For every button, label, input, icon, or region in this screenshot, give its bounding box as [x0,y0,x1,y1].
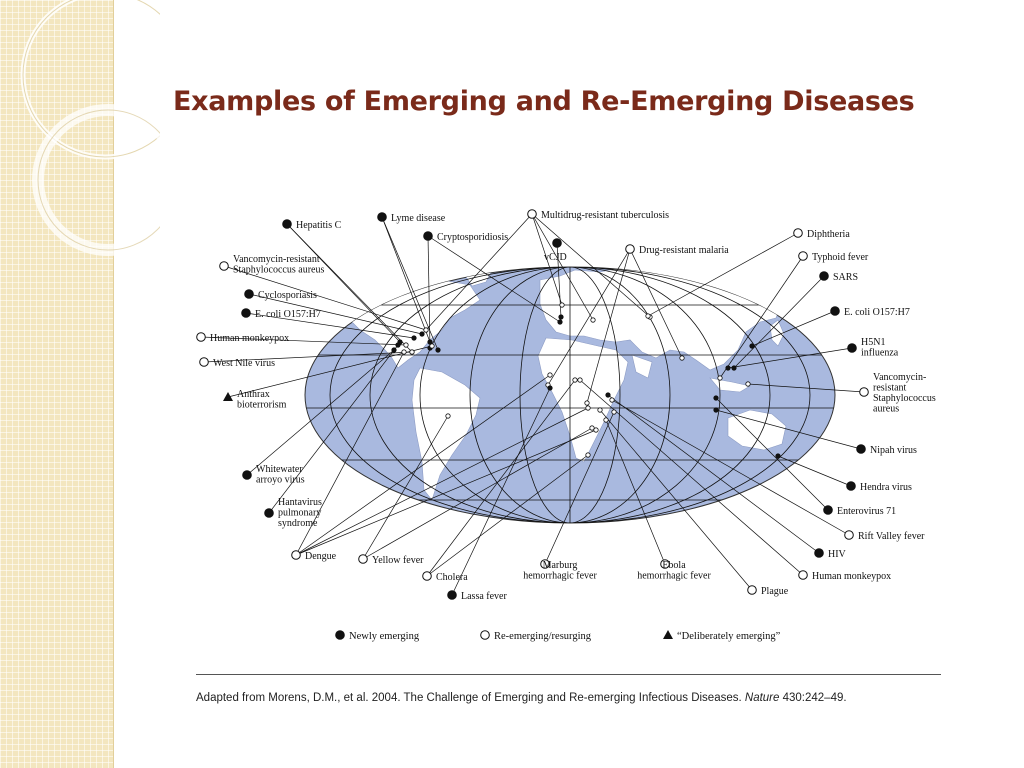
location-dot-monkeypox-east [578,378,582,382]
label-lassa: Lassa fever [461,591,507,602]
label-nipah: Nipah virus [870,445,917,456]
location-dot-lassa [548,386,552,390]
location-dot-cryptosporidiosis [558,320,562,324]
legend-marker-deliberate [663,630,673,639]
label-ecoli-west: E. coli O157:H7 [255,309,321,320]
marker-diphtheria [794,229,803,238]
legend-label-deliberate: “Deliberately emerging” [677,631,781,642]
location-dot-dengue [402,350,406,354]
label-cholera: Cholera [436,572,468,583]
label-west-nile: West Nile virus [213,358,275,369]
marker-vrsa-west [220,262,229,271]
marker-hendra [847,482,856,491]
label-plague: Plague [761,586,789,597]
marker-drug-resistant-malaria [626,245,635,254]
location-dot-h5n1 [726,366,730,370]
marker-lyme-disease [378,213,387,222]
marker-hiv [815,549,824,558]
location-dot-whitewater [392,348,396,352]
label-yellow-fever: Yellow fever [372,555,424,566]
label-rift-valley: Rift Valley fever [858,531,925,542]
location-dot-enterovirus-71 [714,396,718,400]
marker-whitewater [243,471,252,480]
location-dot-sars [732,366,736,370]
decorative-rings [0,0,160,260]
label-anthrax: Anthrax bioterrorism [237,389,287,411]
location-dot-cholera [586,453,590,457]
label-vcjd: vCJD [544,252,567,263]
marker-lassa [448,591,457,600]
legend-label-new: Newly emerging [349,631,420,642]
legend-marker-re [481,631,490,640]
caption-text: Adapted from Morens, D.M., et al. 2004. The Challenge of Emerging and Re-emerging Infectious Diseases. [196,692,745,704]
location-dot-dengue [586,406,590,410]
marker-typhoid-fever [799,252,808,261]
marker-ecoli-east [831,307,840,316]
label-cryptosporidiosis: Cryptosporidiosis [437,232,509,243]
label-h5n1: H5N1 influenza [861,337,899,359]
caption-journal: Nature [744,692,780,704]
label-hantavirus: Hantavirus pulmonary syndrome [278,497,322,529]
location-dot-yellow-fever [446,414,450,418]
location-dot-anthrax [430,344,434,348]
label-vrsa-east: Vancomycin-resistant Staphylococcus aureus [873,372,936,415]
location-dot-ebola [604,418,608,422]
marker-nipah [857,445,866,454]
marker-dengue [292,551,301,560]
location-dot-cholera [573,378,577,382]
marker-hantavirus [265,509,274,518]
source-caption [196,692,847,704]
marker-monkeypox-west [197,333,206,342]
marker-monkeypox-east [799,571,808,580]
location-dot-vrsa-west [424,328,428,332]
legend [336,630,781,642]
location-dot-vrsa-east [746,382,750,386]
location-dot-vcjd [559,315,563,319]
location-dot-marburg [612,410,616,414]
location-dot-monkeypox-west [404,343,408,347]
marker-ecoli-west [242,309,251,318]
label-monkeypox-west: Human monkeypox [210,333,290,344]
footer-rule [196,674,941,675]
legend-label-re: Re-emerging/resurging [494,631,592,642]
location-dot-diphtheria [646,314,650,318]
label-vrsa-west: Vancomycin-resistant Staphylococcus aureus [233,254,325,276]
legend-marker-new [336,631,345,640]
label-whitewater: Whitewater arroyo virus [256,464,305,486]
marker-cholera [423,572,432,581]
location-dot-cyclosporiasis [420,332,424,336]
label-typhoid-fever: Typhoid fever [812,252,869,263]
location-dot-mdr-tb [560,303,564,307]
marker-yellow-fever [359,555,368,564]
marker-cyclosporiasis [245,290,254,299]
label-hepatitis-c: Hepatitis C [296,220,342,231]
location-dot-rift-valley [610,398,614,402]
marker-mdr-tb [528,210,537,219]
marker-vcjd [553,239,562,248]
marker-enterovirus-71 [824,506,833,515]
location-dot-typhoid-fever [718,376,722,380]
label-cyclosporiasis: Cyclosporiasis [258,290,317,301]
marker-west-nile [200,358,209,367]
label-dengue: Dengue [305,551,337,562]
location-dot-ecoli-east [750,344,754,348]
location-dot-drug-resistant-malaria [585,401,589,405]
caption-citation: 430:242–49. [779,692,847,704]
label-hiv: HIV [828,549,846,560]
location-dot-lyme-disease [436,348,440,352]
marker-cryptosporidiosis [424,232,433,241]
world-disease-map [180,200,940,650]
location-dot-drug-resistant-malaria [680,356,684,360]
marker-rift-valley [845,531,854,540]
location-dot-plague [598,408,602,412]
label-ecoli-east: E. coli O157:H7 [844,307,910,318]
location-dot-ecoli-west [412,336,416,340]
location-dot-west-nile [410,350,414,354]
label-diphtheria: Diphtheria [807,229,850,240]
location-dot-dengue [548,373,552,377]
label-ebola: Ebola hemorrhagic fever [637,560,711,582]
label-enterovirus-71: Enterovirus 71 [837,506,897,517]
label-drug-resistant-malaria: Drug-resistant malaria [639,245,729,256]
label-mdr-tb: Multidrug-resistant tuberculosis [541,210,670,221]
label-lyme-disease: Lyme disease [391,213,446,224]
location-dot-mdr-tb [591,318,595,322]
location-dot-dengue [594,428,598,432]
marker-plague [748,586,757,595]
marker-anthrax [223,392,233,401]
label-marburg: Marburg hemorrhagic fever [523,560,597,582]
marker-h5n1 [848,344,857,353]
label-sars: SARS [833,272,859,283]
slide-title: Examples of Emerging and Re-Emerging Diseases [173,86,915,117]
location-dot-hendra [776,454,780,458]
marker-hepatitis-c [283,220,292,229]
location-dot-hiv [606,393,610,397]
location-dot-nipah [714,408,718,412]
label-hendra: Hendra virus [860,482,912,493]
marker-sars [820,272,829,281]
marker-vrsa-east [860,388,869,397]
label-monkeypox-east: Human monkeypox [812,571,892,582]
leader-line-vrsa-west [224,266,426,330]
location-dot-hantavirus [396,343,400,347]
